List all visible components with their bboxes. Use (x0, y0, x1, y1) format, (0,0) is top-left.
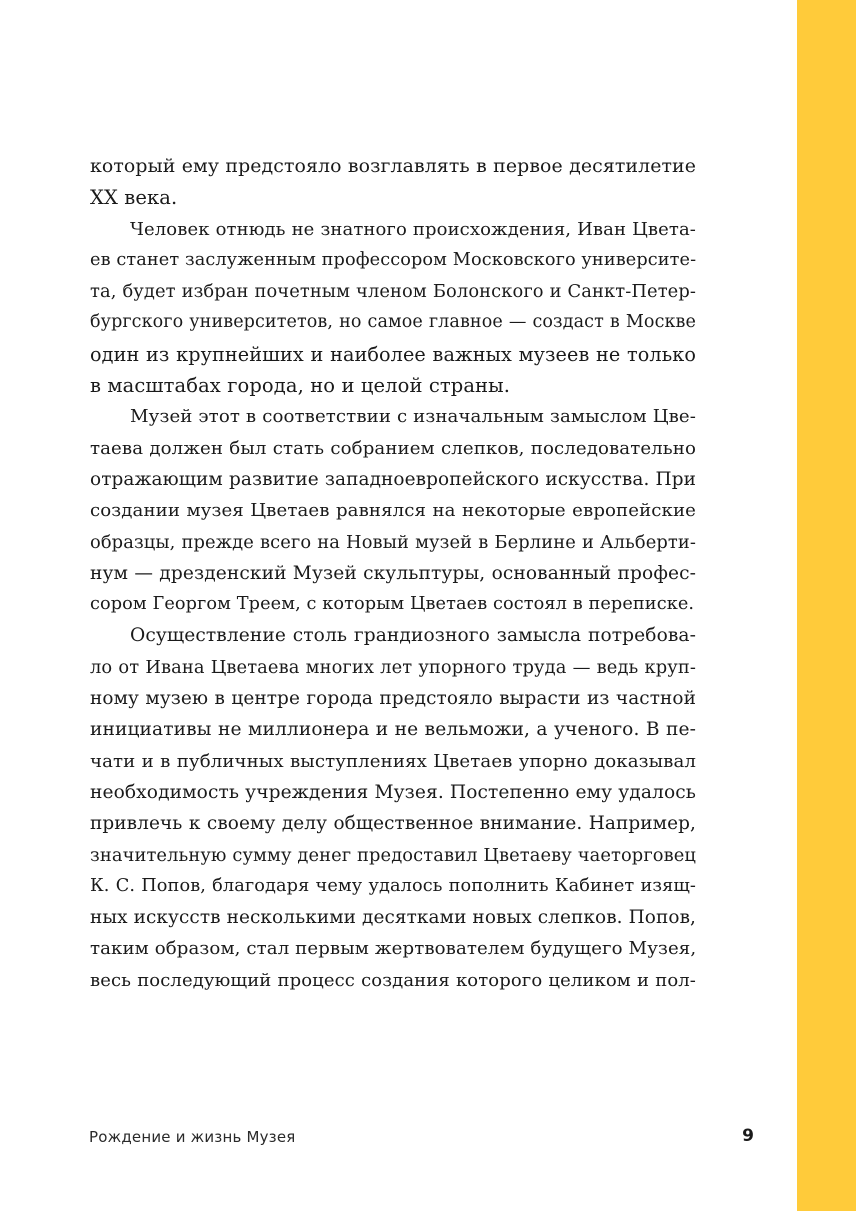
text-line: привлечь к своему делу общественное внимание. Например, (90, 813, 696, 835)
text-line: ло от Ивана Цветаева многих лет упорного труда — ведь круп- (90, 656, 696, 678)
text-line: та, будет избран почетным членом Болонского и Санкт-Петер- (90, 281, 696, 303)
text-line: необходимость учреждения Музея. Постепенно ему удалось (90, 781, 696, 803)
text-line: ев станет заслуженным профессором Московского университе- (90, 249, 697, 270)
text-line: образцы, прежде всего на Новый музей в Берлине и Альберти- (90, 531, 696, 553)
text-line: ному музею в центре города предстояло вырасти из частной (90, 688, 696, 710)
text-line: таким образом, стал первым жертвователем будущего Музея, (90, 938, 697, 960)
text-line: К. С. Попов, благодаря чему удалось пополнить Кабинет изящ- (90, 875, 696, 896)
text-line: XX века. (90, 186, 178, 210)
text-line: который ему предстояло возглавлять в первое десятилетие (90, 155, 696, 177)
text-line: таева должен был стать собранием слепков, последовательно (90, 437, 696, 459)
text-line: значительную сумму денег предоставил Цветаеву чаеторговец (90, 844, 696, 866)
text-line: инициативы не миллионера и не вельможи, а ученого. В пе- (90, 719, 696, 741)
text-line: Музей этот в соответствии с изначальным замыслом Цве- (130, 406, 696, 428)
text-line: в масштабах города, но и целой страны. (90, 374, 511, 398)
text-line: нум — дрезденский Музей скульптуры, основанный профес- (90, 562, 696, 584)
text-line: создании музея Цветаев равнялся на некоторые европейские (90, 500, 696, 522)
text-line: чати и в публичных выступлениях Цветаев упорно доказывал (90, 750, 696, 772)
text-line: отражающим развитие западноевропейского искусства. При (90, 468, 696, 490)
text-line: Осуществление столь грандиозного замысла потребова- (130, 625, 696, 647)
text-line: Человек отнюдь не знатного происхождения, Иван Цвета- (130, 218, 696, 240)
body-text (90, 151, 696, 996)
page-number: 9 (742, 1126, 754, 1146)
text-line: сором Георгом Треем, с которым Цветаев состоял в переписке. (90, 594, 695, 615)
accent-stripe (797, 0, 856, 1211)
text-line: весь последующий процесс создания которого целиком и пол- (90, 969, 696, 991)
text-line: один из крупнейших и наиболее важных музеев не только (90, 342, 696, 366)
text-line: бургского университетов, но самое главное — создаст в Москве (90, 312, 696, 333)
running-footer-title: Рождение и жизнь Музея (89, 1128, 296, 1146)
text-line: ных искусств несколькими десятками новых слепков. Попов, (90, 907, 697, 929)
